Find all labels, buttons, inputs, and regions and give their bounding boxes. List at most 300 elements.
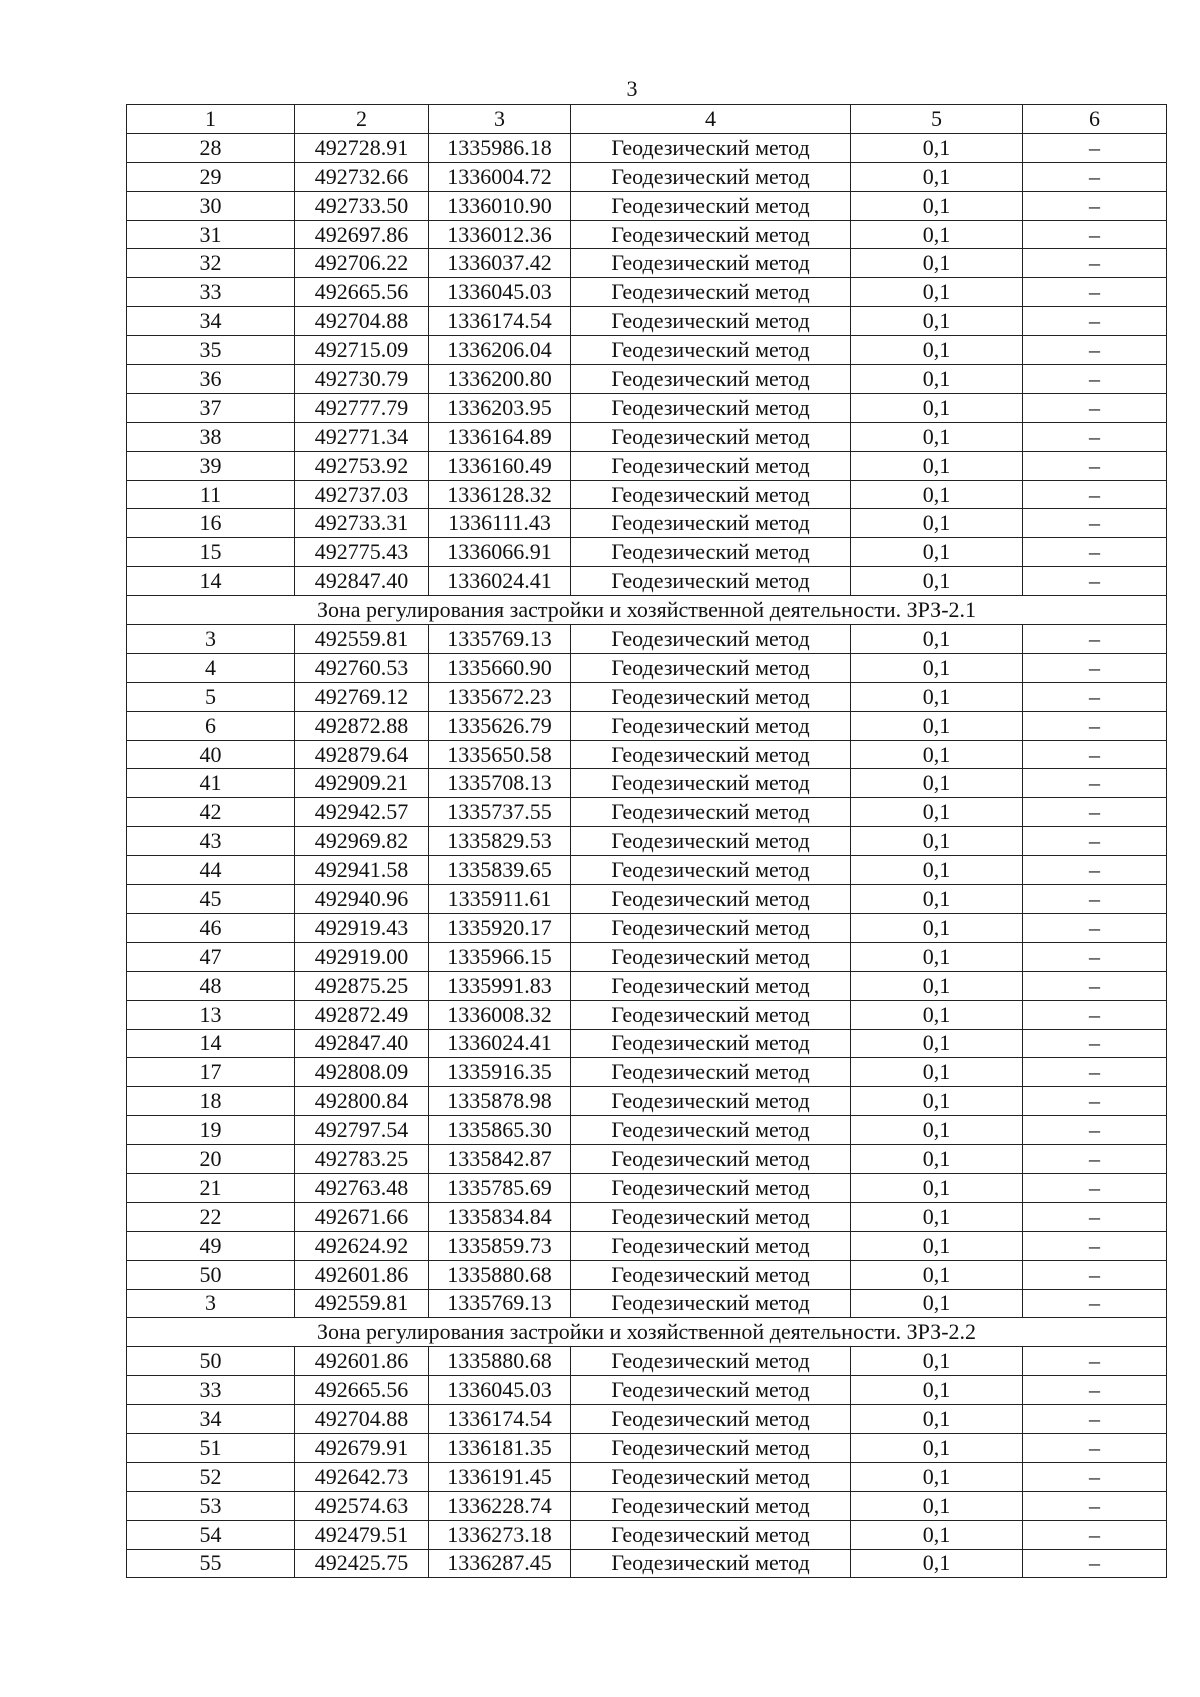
x-coordinate-cell: 492665.56 — [295, 1376, 429, 1405]
y-coordinate-cell: 1336037.42 — [429, 249, 571, 278]
section-title-row — [127, 596, 1167, 625]
table-row — [127, 1433, 1167, 1462]
y-coordinate-cell: 1336045.03 — [429, 1376, 571, 1405]
y-coordinate-cell: 1335660.90 — [429, 653, 571, 682]
table-row — [127, 220, 1167, 249]
table-row — [127, 1549, 1167, 1578]
accuracy-cell: 0,1 — [851, 422, 1023, 451]
accuracy-cell: 0,1 — [851, 798, 1023, 827]
method-cell: Геодезический метод — [571, 885, 851, 914]
table-row — [127, 480, 1167, 509]
point-number-cell: 47 — [127, 942, 295, 971]
x-coordinate-cell: 492875.25 — [295, 971, 429, 1000]
point-number-cell: 42 — [127, 798, 295, 827]
point-number-cell: 51 — [127, 1433, 295, 1462]
y-coordinate-cell: 1336174.54 — [429, 307, 571, 336]
table-row — [127, 422, 1167, 451]
accuracy-cell: 0,1 — [851, 538, 1023, 567]
method-cell: Геодезический метод — [571, 682, 851, 711]
y-coordinate-cell: 1335626.79 — [429, 711, 571, 740]
note-cell: – — [1023, 1289, 1167, 1318]
accuracy-cell: 0,1 — [851, 1173, 1023, 1202]
table-row — [127, 1289, 1167, 1318]
table-row — [127, 1405, 1167, 1434]
note-cell: – — [1023, 1116, 1167, 1145]
note-cell: – — [1023, 1462, 1167, 1491]
accuracy-cell: 0,1 — [851, 1000, 1023, 1029]
x-coordinate-cell: 492909.21 — [295, 769, 429, 798]
method-cell: Геодезический метод — [571, 509, 851, 538]
method-cell: Геодезический метод — [571, 567, 851, 596]
method-cell: Геодезический метод — [571, 1520, 851, 1549]
table-row — [127, 538, 1167, 567]
table-row — [127, 1058, 1167, 1087]
note-cell: – — [1023, 480, 1167, 509]
method-cell: Геодезический метод — [571, 1376, 851, 1405]
note-cell: – — [1023, 365, 1167, 394]
table-row — [127, 625, 1167, 654]
table-row — [127, 942, 1167, 971]
accuracy-cell: 0,1 — [851, 1433, 1023, 1462]
y-coordinate-cell: 1335880.68 — [429, 1347, 571, 1376]
column-header: 1 — [127, 105, 295, 134]
method-cell: Геодезический метод — [571, 1231, 851, 1260]
y-coordinate-cell: 1335769.13 — [429, 1289, 571, 1318]
x-coordinate-cell: 492728.91 — [295, 133, 429, 162]
note-cell: – — [1023, 885, 1167, 914]
note-cell: – — [1023, 393, 1167, 422]
note-cell: – — [1023, 1376, 1167, 1405]
method-cell: Геодезический метод — [571, 711, 851, 740]
point-number-cell: 14 — [127, 567, 295, 596]
table-row — [127, 162, 1167, 191]
x-coordinate-cell: 492559.81 — [295, 625, 429, 654]
table-row — [127, 885, 1167, 914]
y-coordinate-cell: 1335672.23 — [429, 682, 571, 711]
method-cell: Геодезический метод — [571, 1433, 851, 1462]
point-number-cell: 16 — [127, 509, 295, 538]
point-number-cell: 40 — [127, 740, 295, 769]
x-coordinate-cell: 492879.64 — [295, 740, 429, 769]
method-cell: Геодезический метод — [571, 1087, 851, 1116]
y-coordinate-cell: 1336273.18 — [429, 1520, 571, 1549]
y-coordinate-cell: 1336004.72 — [429, 162, 571, 191]
y-coordinate-cell: 1336206.04 — [429, 336, 571, 365]
point-number-cell: 30 — [127, 191, 295, 220]
accuracy-cell: 0,1 — [851, 307, 1023, 336]
accuracy-cell: 0,1 — [851, 1231, 1023, 1260]
note-cell: – — [1023, 1433, 1167, 1462]
x-coordinate-cell: 492730.79 — [295, 365, 429, 394]
point-number-cell: 5 — [127, 682, 295, 711]
x-coordinate-cell: 492771.34 — [295, 422, 429, 451]
accuracy-cell: 0,1 — [851, 1029, 1023, 1058]
note-cell: – — [1023, 798, 1167, 827]
accuracy-cell: 0,1 — [851, 740, 1023, 769]
accuracy-cell: 0,1 — [851, 971, 1023, 1000]
note-cell: – — [1023, 769, 1167, 798]
y-coordinate-cell: 1336287.45 — [429, 1549, 571, 1578]
note-cell: – — [1023, 682, 1167, 711]
y-coordinate-cell: 1336012.36 — [429, 220, 571, 249]
point-number-cell: 15 — [127, 538, 295, 567]
table-row — [127, 1231, 1167, 1260]
x-coordinate-cell: 492733.31 — [295, 509, 429, 538]
accuracy-cell: 0,1 — [851, 1087, 1023, 1116]
method-cell: Геодезический метод — [571, 393, 851, 422]
x-coordinate-cell: 492704.88 — [295, 307, 429, 336]
point-number-cell: 14 — [127, 1029, 295, 1058]
x-coordinate-cell: 492919.43 — [295, 913, 429, 942]
table-row — [127, 393, 1167, 422]
method-cell: Геодезический метод — [571, 856, 851, 885]
point-number-cell: 31 — [127, 220, 295, 249]
x-coordinate-cell: 492872.88 — [295, 711, 429, 740]
method-cell: Геодезический метод — [571, 913, 851, 942]
point-number-cell: 48 — [127, 971, 295, 1000]
accuracy-cell: 0,1 — [851, 191, 1023, 220]
point-number-cell: 43 — [127, 827, 295, 856]
accuracy-cell: 0,1 — [851, 827, 1023, 856]
method-cell: Геодезический метод — [571, 769, 851, 798]
table-row — [127, 1491, 1167, 1520]
method-cell: Геодезический метод — [571, 191, 851, 220]
accuracy-cell: 0,1 — [851, 625, 1023, 654]
y-coordinate-cell: 1336164.89 — [429, 422, 571, 451]
table-row — [127, 827, 1167, 856]
method-cell: Геодезический метод — [571, 1058, 851, 1087]
method-cell: Геодезический метод — [571, 538, 851, 567]
accuracy-cell: 0,1 — [851, 1116, 1023, 1145]
note-cell: – — [1023, 913, 1167, 942]
accuracy-cell: 0,1 — [851, 885, 1023, 914]
x-coordinate-cell: 492919.00 — [295, 942, 429, 971]
y-coordinate-cell: 1335911.61 — [429, 885, 571, 914]
x-coordinate-cell: 492733.50 — [295, 191, 429, 220]
note-cell: – — [1023, 162, 1167, 191]
accuracy-cell: 0,1 — [851, 393, 1023, 422]
column-header: 2 — [295, 105, 429, 134]
method-cell: Геодезический метод — [571, 1173, 851, 1202]
y-coordinate-cell: 1336200.80 — [429, 365, 571, 394]
note-cell: – — [1023, 1087, 1167, 1116]
x-coordinate-cell: 492872.49 — [295, 1000, 429, 1029]
point-number-cell: 50 — [127, 1347, 295, 1376]
point-number-cell: 45 — [127, 885, 295, 914]
accuracy-cell: 0,1 — [851, 913, 1023, 942]
y-coordinate-cell: 1336128.32 — [429, 480, 571, 509]
method-cell: Геодезический метод — [571, 480, 851, 509]
x-coordinate-cell: 492574.63 — [295, 1491, 429, 1520]
point-number-cell: 20 — [127, 1145, 295, 1174]
note-cell: – — [1023, 1549, 1167, 1578]
point-number-cell: 50 — [127, 1260, 295, 1289]
note-cell: – — [1023, 1347, 1167, 1376]
method-cell: Геодезический метод — [571, 133, 851, 162]
method-cell: Геодезический метод — [571, 827, 851, 856]
y-coordinate-cell: 1336024.41 — [429, 567, 571, 596]
note-cell: – — [1023, 422, 1167, 451]
x-coordinate-cell: 492679.91 — [295, 1433, 429, 1462]
note-cell: – — [1023, 1231, 1167, 1260]
point-number-cell: 39 — [127, 451, 295, 480]
note-cell: – — [1023, 1491, 1167, 1520]
table-row — [127, 1000, 1167, 1029]
point-number-cell: 28 — [127, 133, 295, 162]
table-row — [127, 567, 1167, 596]
note-cell: – — [1023, 1145, 1167, 1174]
method-cell: Геодезический метод — [571, 1000, 851, 1029]
table-row — [127, 1029, 1167, 1058]
x-coordinate-cell: 492763.48 — [295, 1173, 429, 1202]
point-number-cell: 34 — [127, 1405, 295, 1434]
table-row — [127, 278, 1167, 307]
accuracy-cell: 0,1 — [851, 1058, 1023, 1087]
point-number-cell: 6 — [127, 711, 295, 740]
column-header: 4 — [571, 105, 851, 134]
note-cell: – — [1023, 278, 1167, 307]
note-cell: – — [1023, 336, 1167, 365]
note-cell: – — [1023, 1520, 1167, 1549]
x-coordinate-cell: 492760.53 — [295, 653, 429, 682]
method-cell: Геодезический метод — [571, 1202, 851, 1231]
accuracy-cell: 0,1 — [851, 1260, 1023, 1289]
y-coordinate-cell: 1335859.73 — [429, 1231, 571, 1260]
y-coordinate-cell: 1336066.91 — [429, 538, 571, 567]
x-coordinate-cell: 492706.22 — [295, 249, 429, 278]
table-row — [127, 1347, 1167, 1376]
method-cell: Геодезический метод — [571, 336, 851, 365]
point-number-cell: 44 — [127, 856, 295, 885]
y-coordinate-cell: 1335834.84 — [429, 1202, 571, 1231]
table-row — [127, 1087, 1167, 1116]
y-coordinate-cell: 1336203.95 — [429, 393, 571, 422]
table-row — [127, 1145, 1167, 1174]
accuracy-cell: 0,1 — [851, 1549, 1023, 1578]
point-number-cell: 3 — [127, 625, 295, 654]
method-cell: Геодезический метод — [571, 1260, 851, 1289]
note-cell: – — [1023, 1029, 1167, 1058]
y-coordinate-cell: 1336160.49 — [429, 451, 571, 480]
note-cell: – — [1023, 1173, 1167, 1202]
note-cell: – — [1023, 827, 1167, 856]
table-row — [127, 1520, 1167, 1549]
y-coordinate-cell: 1335920.17 — [429, 913, 571, 942]
y-coordinate-cell: 1336111.43 — [429, 509, 571, 538]
x-coordinate-cell: 492737.03 — [295, 480, 429, 509]
point-number-cell: 53 — [127, 1491, 295, 1520]
accuracy-cell: 0,1 — [851, 1289, 1023, 1318]
accuracy-cell: 0,1 — [851, 451, 1023, 480]
x-coordinate-cell: 492425.75 — [295, 1549, 429, 1578]
point-number-cell: 22 — [127, 1202, 295, 1231]
accuracy-cell: 0,1 — [851, 1347, 1023, 1376]
x-coordinate-cell: 492642.73 — [295, 1462, 429, 1491]
table-row — [127, 913, 1167, 942]
accuracy-cell: 0,1 — [851, 1405, 1023, 1434]
note-cell: – — [1023, 307, 1167, 336]
note-cell: – — [1023, 711, 1167, 740]
method-cell: Геодезический метод — [571, 1029, 851, 1058]
accuracy-cell: 0,1 — [851, 1491, 1023, 1520]
method-cell: Геодезический метод — [571, 653, 851, 682]
accuracy-cell: 0,1 — [851, 682, 1023, 711]
note-cell: – — [1023, 1260, 1167, 1289]
note-cell: – — [1023, 220, 1167, 249]
header-row — [127, 105, 1167, 134]
page-number: 3 — [626, 76, 638, 101]
column-header: 5 — [851, 105, 1023, 134]
table-row — [127, 971, 1167, 1000]
note-cell: – — [1023, 1202, 1167, 1231]
note-cell: – — [1023, 856, 1167, 885]
accuracy-cell: 0,1 — [851, 711, 1023, 740]
point-number-cell: 32 — [127, 249, 295, 278]
point-number-cell: 38 — [127, 422, 295, 451]
point-number-cell: 37 — [127, 393, 295, 422]
table-row — [127, 1376, 1167, 1405]
method-cell: Геодезический метод — [571, 1549, 851, 1578]
point-number-cell: 41 — [127, 769, 295, 798]
point-number-cell: 33 — [127, 1376, 295, 1405]
x-coordinate-cell: 492969.82 — [295, 827, 429, 856]
x-coordinate-cell: 492715.09 — [295, 336, 429, 365]
point-number-cell: 52 — [127, 1462, 295, 1491]
method-cell: Геодезический метод — [571, 1289, 851, 1318]
accuracy-cell: 0,1 — [851, 1376, 1023, 1405]
x-coordinate-cell: 492671.66 — [295, 1202, 429, 1231]
method-cell: Геодезический метод — [571, 307, 851, 336]
method-cell: Геодезический метод — [571, 1145, 851, 1174]
note-cell: – — [1023, 1405, 1167, 1434]
method-cell: Геодезический метод — [571, 162, 851, 191]
table-row — [127, 509, 1167, 538]
column-header: 6 — [1023, 105, 1167, 134]
method-cell: Геодезический метод — [571, 1347, 851, 1376]
note-cell: – — [1023, 133, 1167, 162]
method-cell: Геодезический метод — [571, 422, 851, 451]
note-cell: – — [1023, 625, 1167, 654]
note-cell: – — [1023, 653, 1167, 682]
accuracy-cell: 0,1 — [851, 653, 1023, 682]
accuracy-cell: 0,1 — [851, 133, 1023, 162]
method-cell: Геодезический метод — [571, 365, 851, 394]
y-coordinate-cell: 1335829.53 — [429, 827, 571, 856]
point-number-cell: 21 — [127, 1173, 295, 1202]
method-cell: Геодезический метод — [571, 942, 851, 971]
y-coordinate-cell: 1335708.13 — [429, 769, 571, 798]
note-cell: – — [1023, 451, 1167, 480]
method-cell: Геодезический метод — [571, 740, 851, 769]
y-coordinate-cell: 1335839.65 — [429, 856, 571, 885]
y-coordinate-cell: 1335737.55 — [429, 798, 571, 827]
point-number-cell: 46 — [127, 913, 295, 942]
method-cell: Геодезический метод — [571, 1116, 851, 1145]
note-cell: – — [1023, 740, 1167, 769]
accuracy-cell: 0,1 — [851, 162, 1023, 191]
accuracy-cell: 0,1 — [851, 365, 1023, 394]
note-cell: – — [1023, 191, 1167, 220]
point-number-cell: 49 — [127, 1231, 295, 1260]
x-coordinate-cell: 492601.86 — [295, 1260, 429, 1289]
method-cell: Геодезический метод — [571, 971, 851, 1000]
point-number-cell: 33 — [127, 278, 295, 307]
note-cell: – — [1023, 567, 1167, 596]
column-header: 3 — [429, 105, 571, 134]
method-cell: Геодезический метод — [571, 278, 851, 307]
note-cell: – — [1023, 538, 1167, 567]
method-cell: Геодезический метод — [571, 1491, 851, 1520]
table-row — [127, 1462, 1167, 1491]
y-coordinate-cell: 1335986.18 — [429, 133, 571, 162]
section-title: Зона регулирования застройки и хозяйственной деятельности. ЗРЗ-2.2 — [127, 1318, 1167, 1347]
x-coordinate-cell: 492808.09 — [295, 1058, 429, 1087]
x-coordinate-cell: 492704.88 — [295, 1405, 429, 1434]
table-row — [127, 711, 1167, 740]
accuracy-cell: 0,1 — [851, 278, 1023, 307]
table-row — [127, 856, 1167, 885]
y-coordinate-cell: 1336228.74 — [429, 1491, 571, 1520]
x-coordinate-cell: 492797.54 — [295, 1116, 429, 1145]
x-coordinate-cell: 492777.79 — [295, 393, 429, 422]
point-number-cell: 35 — [127, 336, 295, 365]
x-coordinate-cell: 492479.51 — [295, 1520, 429, 1549]
note-cell: – — [1023, 1058, 1167, 1087]
accuracy-cell: 0,1 — [851, 1462, 1023, 1491]
y-coordinate-cell: 1336191.45 — [429, 1462, 571, 1491]
method-cell: Геодезический метод — [571, 1462, 851, 1491]
accuracy-cell: 0,1 — [851, 1202, 1023, 1231]
table-row — [127, 365, 1167, 394]
x-coordinate-cell: 492775.43 — [295, 538, 429, 567]
y-coordinate-cell: 1336010.90 — [429, 191, 571, 220]
table-row — [127, 682, 1167, 711]
y-coordinate-cell: 1335842.87 — [429, 1145, 571, 1174]
x-coordinate-cell: 492665.56 — [295, 278, 429, 307]
table-body — [127, 133, 1167, 1578]
x-coordinate-cell: 492769.12 — [295, 682, 429, 711]
x-coordinate-cell: 492847.40 — [295, 567, 429, 596]
point-number-cell: 17 — [127, 1058, 295, 1087]
x-coordinate-cell: 492624.92 — [295, 1231, 429, 1260]
method-cell: Геодезический метод — [571, 249, 851, 278]
accuracy-cell: 0,1 — [851, 769, 1023, 798]
y-coordinate-cell: 1335880.68 — [429, 1260, 571, 1289]
accuracy-cell: 0,1 — [851, 509, 1023, 538]
point-number-cell: 13 — [127, 1000, 295, 1029]
method-cell: Геодезический метод — [571, 220, 851, 249]
y-coordinate-cell: 1335769.13 — [429, 625, 571, 654]
table-row — [127, 133, 1167, 162]
point-number-cell: 36 — [127, 365, 295, 394]
x-coordinate-cell: 492783.25 — [295, 1145, 429, 1174]
note-cell: – — [1023, 249, 1167, 278]
table-row — [127, 769, 1167, 798]
y-coordinate-cell: 1336024.41 — [429, 1029, 571, 1058]
y-coordinate-cell: 1335650.58 — [429, 740, 571, 769]
accuracy-cell: 0,1 — [851, 249, 1023, 278]
method-cell: Геодезический метод — [571, 798, 851, 827]
point-number-cell: 34 — [127, 307, 295, 336]
point-number-cell: 11 — [127, 480, 295, 509]
table-row — [127, 451, 1167, 480]
table-row — [127, 1202, 1167, 1231]
point-number-cell: 54 — [127, 1520, 295, 1549]
accuracy-cell: 0,1 — [851, 220, 1023, 249]
accuracy-cell: 0,1 — [851, 336, 1023, 365]
x-coordinate-cell: 492732.66 — [295, 162, 429, 191]
x-coordinate-cell: 492753.92 — [295, 451, 429, 480]
